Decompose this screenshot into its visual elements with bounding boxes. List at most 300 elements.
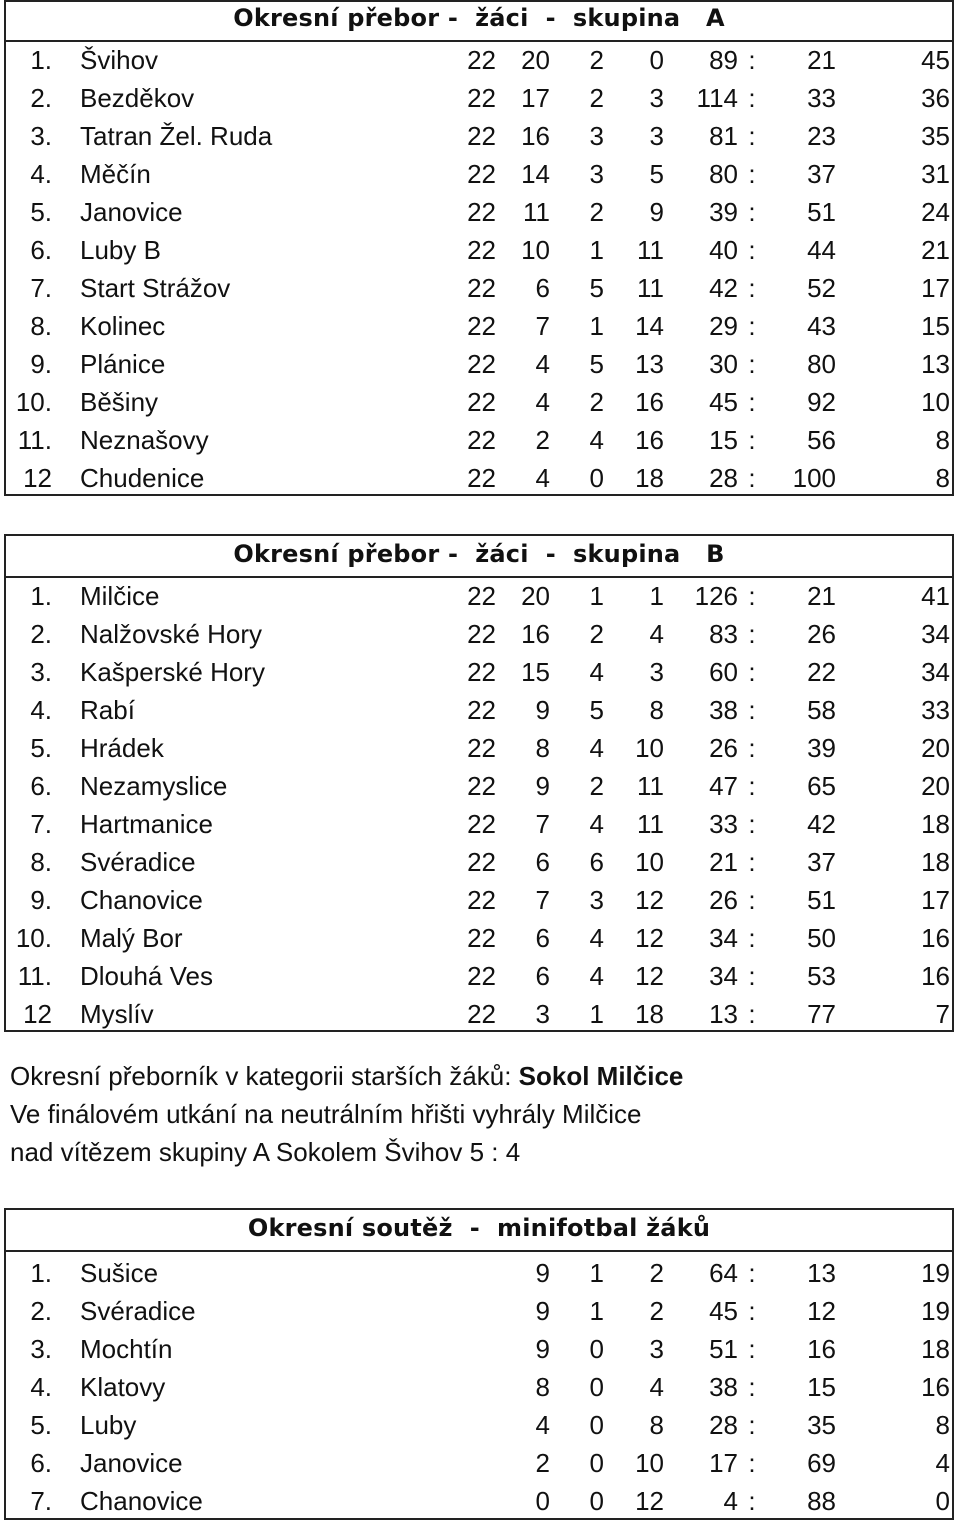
rank-cell: 2. bbox=[30, 1296, 52, 1326]
team-cell: Kolinec bbox=[80, 311, 166, 341]
score-separator: : bbox=[748, 1448, 756, 1478]
table-row bbox=[6, 421, 952, 459]
table-row bbox=[6, 345, 952, 383]
losses-cell: 0 bbox=[649, 45, 664, 75]
losses-cell: 10 bbox=[635, 1448, 664, 1478]
losses-cell: 12 bbox=[635, 961, 664, 991]
points-cell: 36 bbox=[921, 83, 950, 113]
score-separator: : bbox=[748, 961, 756, 991]
table-row bbox=[6, 269, 952, 307]
table-row bbox=[6, 193, 952, 231]
score-separator: : bbox=[748, 387, 756, 417]
goals-for-cell: 81 bbox=[709, 121, 738, 151]
rank-cell: 9. bbox=[30, 885, 52, 915]
score-separator: : bbox=[748, 197, 756, 227]
goals-against-cell: 44 bbox=[807, 235, 836, 265]
losses-cell: 9 bbox=[649, 197, 664, 227]
goals-against-cell: 33 bbox=[807, 83, 836, 113]
table-row bbox=[6, 1330, 952, 1368]
wins-cell: 6 bbox=[535, 273, 550, 303]
team-cell: Myslív bbox=[80, 999, 154, 1029]
wins-cell: 7 bbox=[535, 311, 550, 341]
losses-cell: 3 bbox=[649, 1334, 664, 1364]
table-row bbox=[6, 1292, 952, 1330]
losses-cell: 11 bbox=[637, 273, 664, 303]
draws-cell: 0 bbox=[589, 1334, 604, 1364]
wins-cell: 6 bbox=[535, 847, 550, 877]
goals-against-cell: 77 bbox=[807, 999, 836, 1029]
draws-cell: 1 bbox=[589, 581, 604, 611]
team-cell: Švihov bbox=[80, 45, 159, 75]
goals-against-cell: 21 bbox=[807, 581, 836, 611]
losses-cell: 16 bbox=[635, 425, 664, 455]
score-separator: : bbox=[748, 847, 756, 877]
wins-cell: 16 bbox=[521, 121, 550, 151]
draws-cell: 4 bbox=[589, 961, 604, 991]
table-title: Okresní přebor - žáci - skupina A bbox=[233, 4, 725, 32]
losses-cell: 8 bbox=[649, 1410, 664, 1440]
goals-for-cell: 60 bbox=[709, 657, 738, 687]
goals-for-cell: 29 bbox=[709, 311, 738, 341]
draws-cell: 4 bbox=[589, 809, 604, 839]
team-cell: Start Strážov bbox=[80, 273, 231, 303]
draws-cell: 2 bbox=[589, 197, 604, 227]
goals-for-cell: 40 bbox=[709, 235, 738, 265]
goals-for-cell: 89 bbox=[709, 45, 738, 75]
draws-cell: 2 bbox=[589, 83, 604, 113]
goals-against-cell: 69 bbox=[807, 1448, 836, 1478]
draws-cell: 4 bbox=[589, 657, 604, 687]
played-cell: 22 bbox=[467, 273, 496, 303]
score-separator: : bbox=[748, 1410, 756, 1440]
final-score-note: nad vítězem skupiny A Sokolem Švihov 5 : 4 bbox=[10, 1137, 521, 1167]
goals-for-cell: 34 bbox=[709, 961, 738, 991]
score-separator: : bbox=[748, 1486, 756, 1516]
losses-cell: 3 bbox=[649, 657, 664, 687]
played-cell: 22 bbox=[467, 847, 496, 877]
points-cell: 7 bbox=[935, 999, 950, 1029]
goals-against-cell: 56 bbox=[807, 425, 836, 455]
score-separator: : bbox=[748, 425, 756, 455]
table-row bbox=[6, 307, 952, 345]
losses-cell: 4 bbox=[649, 619, 664, 649]
wins-cell: 9 bbox=[535, 771, 550, 801]
losses-cell: 12 bbox=[635, 923, 664, 953]
losses-cell: 12 bbox=[635, 1486, 664, 1516]
divider bbox=[6, 1250, 952, 1252]
goals-against-cell: 12 bbox=[807, 1296, 836, 1326]
wins-cell: 4 bbox=[535, 463, 550, 493]
goals-for-cell: 34 bbox=[709, 923, 738, 953]
draws-cell: 0 bbox=[589, 1486, 604, 1516]
champion-note bbox=[10, 1057, 683, 1095]
goals-for-cell: 13 bbox=[709, 999, 738, 1029]
team-cell: Plánice bbox=[80, 349, 166, 379]
points-cell: 33 bbox=[921, 695, 950, 725]
standings-table-group-b bbox=[4, 534, 954, 1032]
wins-cell: 10 bbox=[521, 235, 550, 265]
points-cell: 20 bbox=[921, 733, 950, 763]
score-separator: : bbox=[748, 581, 756, 611]
score-separator: : bbox=[748, 771, 756, 801]
wins-cell: 8 bbox=[535, 1372, 550, 1402]
goals-for-cell: 21 bbox=[709, 847, 738, 877]
score-separator: : bbox=[748, 83, 756, 113]
team-cell: Běšiny bbox=[80, 387, 159, 417]
goals-for-cell: 64 bbox=[709, 1258, 738, 1288]
draws-cell: 5 bbox=[589, 349, 604, 379]
table-row bbox=[6, 41, 952, 79]
goals-against-cell: 50 bbox=[807, 923, 836, 953]
played-cell: 22 bbox=[467, 961, 496, 991]
points-cell: 19 bbox=[921, 1258, 950, 1288]
played-cell: 22 bbox=[467, 581, 496, 611]
draws-cell: 1 bbox=[589, 235, 604, 265]
played-cell: 22 bbox=[467, 159, 496, 189]
goals-for-cell: 26 bbox=[709, 733, 738, 763]
rank-cell: 1. bbox=[30, 581, 52, 611]
goals-against-cell: 52 bbox=[807, 273, 836, 303]
draws-cell: 1 bbox=[589, 999, 604, 1029]
points-cell: 15 bbox=[921, 311, 950, 341]
losses-cell: 4 bbox=[649, 1372, 664, 1402]
goals-for-cell: 45 bbox=[709, 387, 738, 417]
team-cell: Nalžovské Hory bbox=[80, 619, 263, 649]
team-cell: Tatran Žel. Ruda bbox=[80, 121, 273, 151]
draws-cell: 3 bbox=[589, 121, 604, 151]
table-row bbox=[6, 577, 952, 615]
points-cell: 34 bbox=[921, 657, 950, 687]
points-cell: 4 bbox=[935, 1448, 950, 1478]
rank-cell: 1. bbox=[30, 45, 52, 75]
table-row bbox=[6, 805, 952, 843]
table-row bbox=[6, 1368, 952, 1406]
rank-cell: 10. bbox=[15, 923, 52, 953]
score-separator: : bbox=[748, 733, 756, 763]
rank-cell: 8. bbox=[30, 311, 52, 341]
points-cell: 34 bbox=[921, 619, 950, 649]
draws-cell: 2 bbox=[589, 619, 604, 649]
wins-cell: 4 bbox=[535, 1410, 550, 1440]
draws-cell: 0 bbox=[589, 1448, 604, 1478]
played-cell: 22 bbox=[467, 463, 496, 493]
table-row bbox=[6, 957, 952, 995]
points-cell: 35 bbox=[921, 121, 950, 151]
losses-cell: 13 bbox=[635, 349, 664, 379]
goals-against-cell: 51 bbox=[807, 885, 836, 915]
rank-cell: 2. bbox=[30, 619, 52, 649]
score-separator: : bbox=[748, 657, 756, 687]
wins-cell: 9 bbox=[535, 1296, 550, 1326]
played-cell: 22 bbox=[467, 657, 496, 687]
draws-cell: 5 bbox=[589, 695, 604, 725]
score-separator: : bbox=[748, 999, 756, 1029]
draws-cell: 1 bbox=[589, 1258, 604, 1288]
goals-for-cell: 28 bbox=[709, 463, 738, 493]
table-row bbox=[6, 79, 952, 117]
score-separator: : bbox=[748, 1296, 756, 1326]
score-separator: : bbox=[748, 885, 756, 915]
wins-cell: 20 bbox=[521, 45, 550, 75]
team-cell: Kašperské Hory bbox=[80, 657, 265, 687]
score-separator: : bbox=[748, 235, 756, 265]
points-cell: 24 bbox=[921, 197, 950, 227]
score-separator: : bbox=[748, 121, 756, 151]
draws-cell: 6 bbox=[589, 847, 604, 877]
score-separator: : bbox=[748, 463, 756, 493]
draws-cell: 4 bbox=[589, 425, 604, 455]
rank-cell: 11. bbox=[17, 961, 52, 991]
goals-for-cell: 114 bbox=[696, 83, 738, 113]
table-row bbox=[6, 117, 952, 155]
rank-cell: 5. bbox=[30, 1410, 52, 1440]
rank-cell: 5. bbox=[30, 733, 52, 763]
draws-cell: 3 bbox=[589, 885, 604, 915]
goals-against-cell: 51 bbox=[807, 197, 836, 227]
goals-against-cell: 65 bbox=[807, 771, 836, 801]
draws-cell: 0 bbox=[589, 1372, 604, 1402]
team-cell: Dlouhá Ves bbox=[80, 961, 213, 991]
points-cell: 31 bbox=[921, 159, 950, 189]
played-cell: 22 bbox=[467, 923, 496, 953]
wins-cell: 7 bbox=[535, 809, 550, 839]
goals-for-cell: 33 bbox=[709, 809, 738, 839]
standings-table-group-a bbox=[4, 0, 954, 496]
played-cell: 22 bbox=[467, 45, 496, 75]
standings-table-minifotbal bbox=[4, 1208, 954, 1520]
rank-cell: 7. bbox=[30, 809, 52, 839]
draws-cell: 4 bbox=[589, 923, 604, 953]
played-cell: 22 bbox=[467, 83, 496, 113]
team-cell: Milčice bbox=[80, 581, 160, 611]
table-title: Okresní soutěž - minifotbal žáků bbox=[247, 1214, 711, 1242]
losses-cell: 10 bbox=[635, 847, 664, 877]
wins-cell: 16 bbox=[521, 619, 550, 649]
played-cell: 22 bbox=[467, 619, 496, 649]
goals-against-cell: 39 bbox=[807, 733, 836, 763]
losses-cell: 8 bbox=[649, 695, 664, 725]
wins-cell: 9 bbox=[535, 695, 550, 725]
team-cell: Chanovice bbox=[80, 1486, 203, 1516]
draws-cell: 1 bbox=[589, 1296, 604, 1326]
goals-against-cell: 80 bbox=[807, 349, 836, 379]
played-cell: 22 bbox=[467, 885, 496, 915]
played-cell: 22 bbox=[467, 311, 496, 341]
wins-cell: 7 bbox=[535, 885, 550, 915]
goals-against-cell: 92 bbox=[807, 387, 836, 417]
table-row bbox=[6, 231, 952, 269]
goals-against-cell: 21 bbox=[807, 45, 836, 75]
played-cell: 22 bbox=[467, 197, 496, 227]
draws-cell: 4 bbox=[589, 733, 604, 763]
rank-cell: 12 bbox=[23, 999, 52, 1029]
points-cell: 13 bbox=[921, 349, 950, 379]
goals-for-cell: 47 bbox=[709, 771, 738, 801]
team-cell: Chudenice bbox=[80, 463, 205, 493]
rank-cell: 6. bbox=[30, 235, 52, 265]
points-cell: 16 bbox=[921, 961, 950, 991]
rank-cell: 8. bbox=[30, 847, 52, 877]
team-cell: Měčín bbox=[80, 159, 151, 189]
team-cell: Sušice bbox=[80, 1258, 159, 1288]
draws-cell: 1 bbox=[589, 311, 604, 341]
wins-cell: 3 bbox=[535, 999, 550, 1029]
table-row bbox=[6, 1254, 952, 1292]
goals-against-cell: 22 bbox=[807, 657, 836, 687]
losses-cell: 12 bbox=[635, 885, 664, 915]
goals-against-cell: 37 bbox=[807, 847, 836, 877]
played-cell: 22 bbox=[467, 387, 496, 417]
played-cell: 22 bbox=[467, 999, 496, 1029]
losses-cell: 18 bbox=[635, 999, 664, 1029]
score-separator: : bbox=[748, 1258, 756, 1288]
draws-cell: 3 bbox=[589, 159, 604, 189]
draws-cell: 0 bbox=[589, 463, 604, 493]
wins-cell: 4 bbox=[535, 387, 550, 417]
goals-against-cell: 43 bbox=[807, 311, 836, 341]
team-cell: Luby bbox=[80, 1410, 137, 1440]
team-cell: Janovice bbox=[80, 197, 183, 227]
score-separator: : bbox=[748, 1334, 756, 1364]
rank-cell: 5. bbox=[30, 197, 52, 227]
played-cell: 22 bbox=[467, 235, 496, 265]
team-cell: Rabí bbox=[80, 695, 135, 725]
losses-cell: 11 bbox=[637, 235, 664, 265]
wins-cell: 15 bbox=[521, 657, 550, 687]
points-cell: 19 bbox=[921, 1296, 950, 1326]
wins-cell: 4 bbox=[535, 349, 550, 379]
table-row bbox=[6, 615, 952, 653]
goals-for-cell: 38 bbox=[709, 1372, 738, 1402]
table-row bbox=[6, 767, 952, 805]
losses-cell: 14 bbox=[635, 311, 664, 341]
final-match-note: Ve finálovém utkání na neutrálním hřišti vyhrály Milčice bbox=[10, 1099, 642, 1129]
wins-cell: 9 bbox=[535, 1334, 550, 1364]
goals-against-cell: 42 bbox=[807, 809, 836, 839]
rank-cell: 4. bbox=[30, 695, 52, 725]
table-row bbox=[6, 155, 952, 193]
wins-cell: 8 bbox=[535, 733, 550, 763]
goals-for-cell: 83 bbox=[709, 619, 738, 649]
wins-cell: 6 bbox=[535, 923, 550, 953]
played-cell: 22 bbox=[467, 771, 496, 801]
played-cell: 22 bbox=[467, 695, 496, 725]
goals-against-cell: 23 bbox=[807, 121, 836, 151]
rank-cell: 4. bbox=[30, 1372, 52, 1402]
rank-cell: 3. bbox=[30, 121, 52, 151]
points-cell: 20 bbox=[921, 771, 950, 801]
losses-cell: 16 bbox=[635, 387, 664, 417]
wins-cell: 9 bbox=[535, 1258, 550, 1288]
team-cell: Hartmanice bbox=[80, 809, 213, 839]
table-title: Okresní přebor - žáci - skupina B bbox=[233, 540, 725, 568]
draws-cell: 2 bbox=[589, 45, 604, 75]
team-cell: Mochtín bbox=[80, 1334, 173, 1364]
team-cell: Klatovy bbox=[80, 1372, 166, 1402]
played-cell: 22 bbox=[467, 121, 496, 151]
points-cell: 18 bbox=[921, 809, 950, 839]
team-cell: Bezděkov bbox=[80, 83, 195, 113]
losses-cell: 1 bbox=[649, 581, 664, 611]
goals-for-cell: 39 bbox=[709, 197, 738, 227]
rank-cell: 6. bbox=[30, 1448, 52, 1478]
table-row bbox=[6, 843, 952, 881]
losses-cell: 18 bbox=[635, 463, 664, 493]
goals-against-cell: 13 bbox=[807, 1258, 836, 1288]
team-cell: Hrádek bbox=[80, 733, 164, 763]
table-row bbox=[6, 729, 952, 767]
table-row bbox=[6, 653, 952, 691]
table-row bbox=[6, 995, 952, 1033]
goals-for-cell: 17 bbox=[709, 1448, 738, 1478]
losses-cell: 11 bbox=[637, 771, 664, 801]
team-cell: Chanovice bbox=[80, 885, 203, 915]
losses-cell: 3 bbox=[649, 121, 664, 151]
goals-for-cell: 4 bbox=[723, 1486, 738, 1516]
points-cell: 10 bbox=[921, 387, 950, 417]
wins-cell: 2 bbox=[535, 425, 550, 455]
losses-cell: 10 bbox=[635, 733, 664, 763]
points-cell: 18 bbox=[921, 1334, 950, 1364]
draws-cell: 2 bbox=[589, 387, 604, 417]
score-separator: : bbox=[748, 273, 756, 303]
team-cell: Nezamyslice bbox=[80, 771, 228, 801]
rank-cell: 3. bbox=[30, 657, 52, 687]
points-cell: 16 bbox=[921, 1372, 950, 1402]
rank-cell: 12 bbox=[23, 463, 52, 493]
rank-cell: 11. bbox=[17, 425, 52, 455]
wins-cell: 0 bbox=[535, 1486, 550, 1516]
score-separator: : bbox=[748, 45, 756, 75]
score-separator: : bbox=[748, 809, 756, 839]
goals-for-cell: 15 bbox=[709, 425, 738, 455]
team-cell: Neznašovy bbox=[80, 425, 209, 455]
score-separator: : bbox=[748, 349, 756, 379]
score-separator: : bbox=[748, 619, 756, 649]
draws-cell: 0 bbox=[589, 1410, 604, 1440]
score-separator: : bbox=[748, 311, 756, 341]
goals-for-cell: 126 bbox=[694, 581, 738, 611]
table-row bbox=[6, 691, 952, 729]
points-cell: 8 bbox=[935, 463, 950, 493]
rank-cell: 3. bbox=[30, 1334, 52, 1364]
team-cell: Luby B bbox=[80, 235, 161, 265]
rank-cell: 6. bbox=[30, 771, 52, 801]
score-separator: : bbox=[748, 695, 756, 725]
team-cell: Janovice bbox=[80, 1448, 183, 1478]
losses-cell: 3 bbox=[649, 83, 664, 113]
points-cell: 21 bbox=[921, 235, 950, 265]
goals-against-cell: 88 bbox=[807, 1486, 836, 1516]
rank-cell: 1. bbox=[30, 1258, 52, 1288]
rank-cell: 7. bbox=[30, 273, 52, 303]
goals-against-cell: 37 bbox=[807, 159, 836, 189]
goals-for-cell: 38 bbox=[709, 695, 738, 725]
points-cell: 16 bbox=[921, 923, 950, 953]
points-cell: 17 bbox=[921, 885, 950, 915]
wins-cell: 6 bbox=[535, 961, 550, 991]
goals-for-cell: 28 bbox=[709, 1410, 738, 1440]
played-cell: 22 bbox=[467, 349, 496, 379]
wins-cell: 2 bbox=[535, 1448, 550, 1478]
table-row bbox=[6, 459, 952, 497]
team-cell: Svéradice bbox=[80, 847, 196, 877]
champion-team: Sokol Milčice bbox=[518, 1061, 684, 1091]
table-row bbox=[6, 1444, 952, 1482]
table-row bbox=[6, 1482, 952, 1520]
rank-cell: 2. bbox=[30, 83, 52, 113]
points-cell: 18 bbox=[921, 847, 950, 877]
